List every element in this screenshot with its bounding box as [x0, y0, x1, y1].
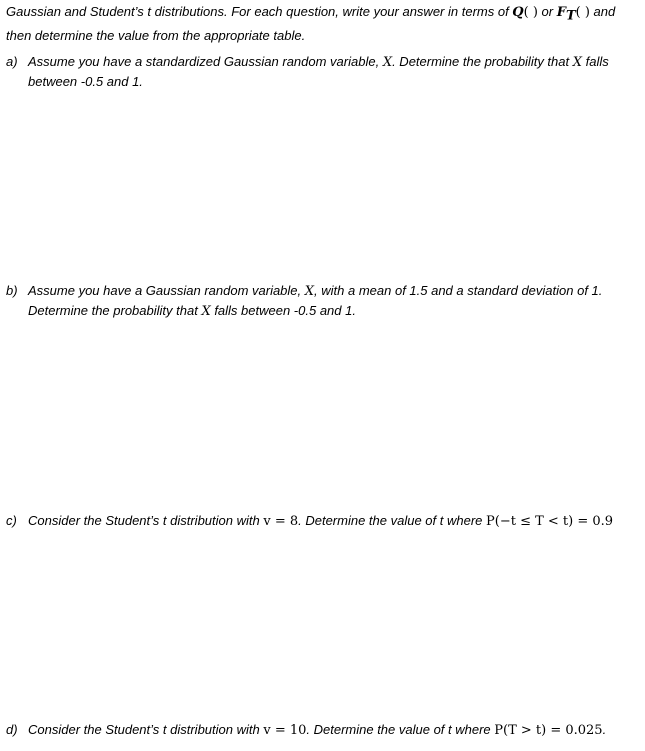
variable-x: X: [572, 55, 582, 70]
question-d-period: .: [602, 722, 607, 737]
ft-function-name: F: [556, 5, 566, 20]
instructions-text-start: Gaussian and Student’s t distributions. For each question, write your answer in terms of: [6, 4, 513, 19]
instructions-paragraph: [6, 2, 636, 45]
q-function-name: Q: [512, 5, 524, 20]
question-a-text: [28, 52, 638, 91]
question-c-text-2: . Determine the value of t where: [298, 513, 486, 528]
question-d-text: [28, 720, 638, 740]
question-b-text-2: , with a mean of 1.5 and a standard deviation of 1. Determine the probability that: [28, 283, 603, 318]
ft-function-subscript: T: [565, 8, 576, 24]
question-b-text-3: falls between -0.5 and 1.: [210, 303, 356, 318]
variable-x: X: [382, 55, 393, 70]
probability-equation: P(T > t) = 0.025: [494, 723, 603, 738]
question-c: [6, 511, 638, 531]
question-a-text-3: falls between -0.5 and 1.: [28, 54, 609, 89]
question-c-label: c): [6, 513, 17, 528]
question-b-text-1: Assume you have a Gaussian random variable,: [28, 283, 305, 298]
variable-x: X: [304, 284, 315, 299]
probability-equation: P(−t ≤ T < t) = 0.9: [486, 514, 614, 529]
question-d: [6, 720, 638, 740]
question-a: [6, 52, 638, 91]
degrees-of-freedom-equation: v = 10: [263, 723, 307, 738]
question-d-label: d): [6, 722, 18, 737]
question-b-text: [28, 281, 638, 321]
q-function-parens: ( ): [523, 5, 538, 20]
question-a-text-2: . Determine the probability that: [392, 54, 573, 69]
instructions-or: or: [537, 4, 557, 19]
question-c-text-1: Consider the Student’s t distribution with: [28, 513, 264, 528]
question-b-label: b): [6, 283, 18, 298]
question-b: [6, 281, 638, 321]
question-a-text-1: Assume you have a standardized Gaussian random variable,: [28, 54, 383, 69]
question-d-text-1: Consider the Student’s t distribution with: [28, 722, 264, 737]
instructions-text-end: and then determine the value from the appropriate table.: [6, 4, 616, 43]
ft-function-parens: ( ): [575, 5, 590, 20]
degrees-of-freedom-equation: v = 8: [263, 514, 299, 529]
question-d-text-2: . Determine the value of t where: [306, 722, 495, 737]
question-c-text: [28, 511, 638, 531]
variable-x: X: [201, 304, 211, 319]
question-a-label: a): [6, 54, 18, 69]
